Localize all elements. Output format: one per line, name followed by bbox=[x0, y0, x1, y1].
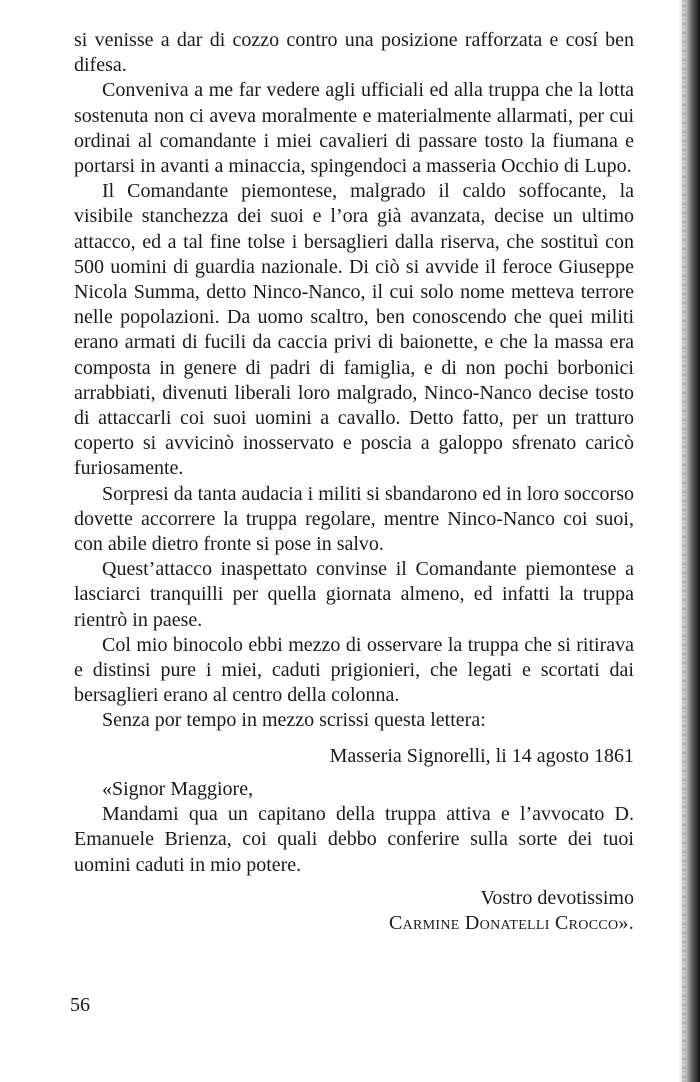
letter-closing: Vostro devotissimo bbox=[480, 886, 634, 909]
page-number: 56 bbox=[70, 994, 90, 1016]
paragraph: Sorpresi da tanta audacia i militi si sbandarono ed in loro soccorso dovette accorrere la truppa regolare, mentre Ninco-Nanco coi suoi, con abile dietro fronte si pose in salvo. bbox=[74, 482, 634, 556]
paragraph: Conveniva a me far vedere agli ufficiali ed alla truppa che la lotta sostenuta non ci aveva moralmente e materialmente allarmati, per cui ordinai al comandante i miei cavalieri di passare tosto la fiumana e portarsi in avanti a minaccia, spingendoci a masseria Occhio di Lupo. bbox=[74, 79, 634, 178]
letter-signature: Carmine Donatelli Crocco». bbox=[388, 911, 634, 934]
paragraph: Senza por tempo in mezzo scrissi questa lettera: bbox=[102, 709, 486, 732]
body-text bbox=[74, 28, 634, 936]
paragraph: Col mio binocolo ebbi mezzo di osservare la truppa che si ritirava e distinsi pure i miei, caduti prigionieri, che legati e scortati dai bersaglieri erano al centro della colonna. bbox=[74, 633, 634, 707]
paragraph: Il Comandante piemontese, malgrado il caldo soffocante, la visibile stanchezza dei suoi e l’ora già avanzata, decise un ultimo attacco, ed a tal fine tolse i bersaglieri dalla riserva, che sostituì con 500 uomini di guardia nazionale. Di ciò si avvide il feroce Giuseppe Nicola Summa, detto Ninco-Nanco, il cui solo nome metteva terrore nelle popolazioni. Da uomo scaltro, ben conoscendo che quei militi erano armati di fucili da caccia privi di baionette, e che la massa era composta in genere di padri di famiglia, e di non pochi borbonici arrabbiati, divenuti liberali loro malgrado, Ninco-Nanco decise tosto di attaccarli coi suoi uomini a cavallo. Detto fatto, per un tratturo coperto si avvicinò inosservato e poscia a galoppo sfrenato caricò furiosamente. bbox=[74, 180, 634, 480]
page-edge-texture bbox=[682, 0, 686, 1082]
letter-salutation: «Signor Maggiore, bbox=[102, 777, 254, 800]
letter-body: Mandami qua un capitano della truppa attiva e l’avvocato D. Emanuele Brienza, coi quali debbo conferire sulla sorte dei tuoi uomini caduti in mio potere. bbox=[74, 803, 634, 876]
paragraph-continued: si venisse a dar di cozzo contro una posizione rafforzata e cosí ben difesa. bbox=[74, 29, 634, 77]
letter-dateline: Masseria Signorelli, li 14 agosto 1861 bbox=[329, 744, 634, 767]
paragraph: Quest’attacco inaspettato convinse il Comandante piemontese a lasciarci tranquilli per quella giornata almeno, ed infatti la truppa rientrò in paese. bbox=[74, 558, 634, 631]
